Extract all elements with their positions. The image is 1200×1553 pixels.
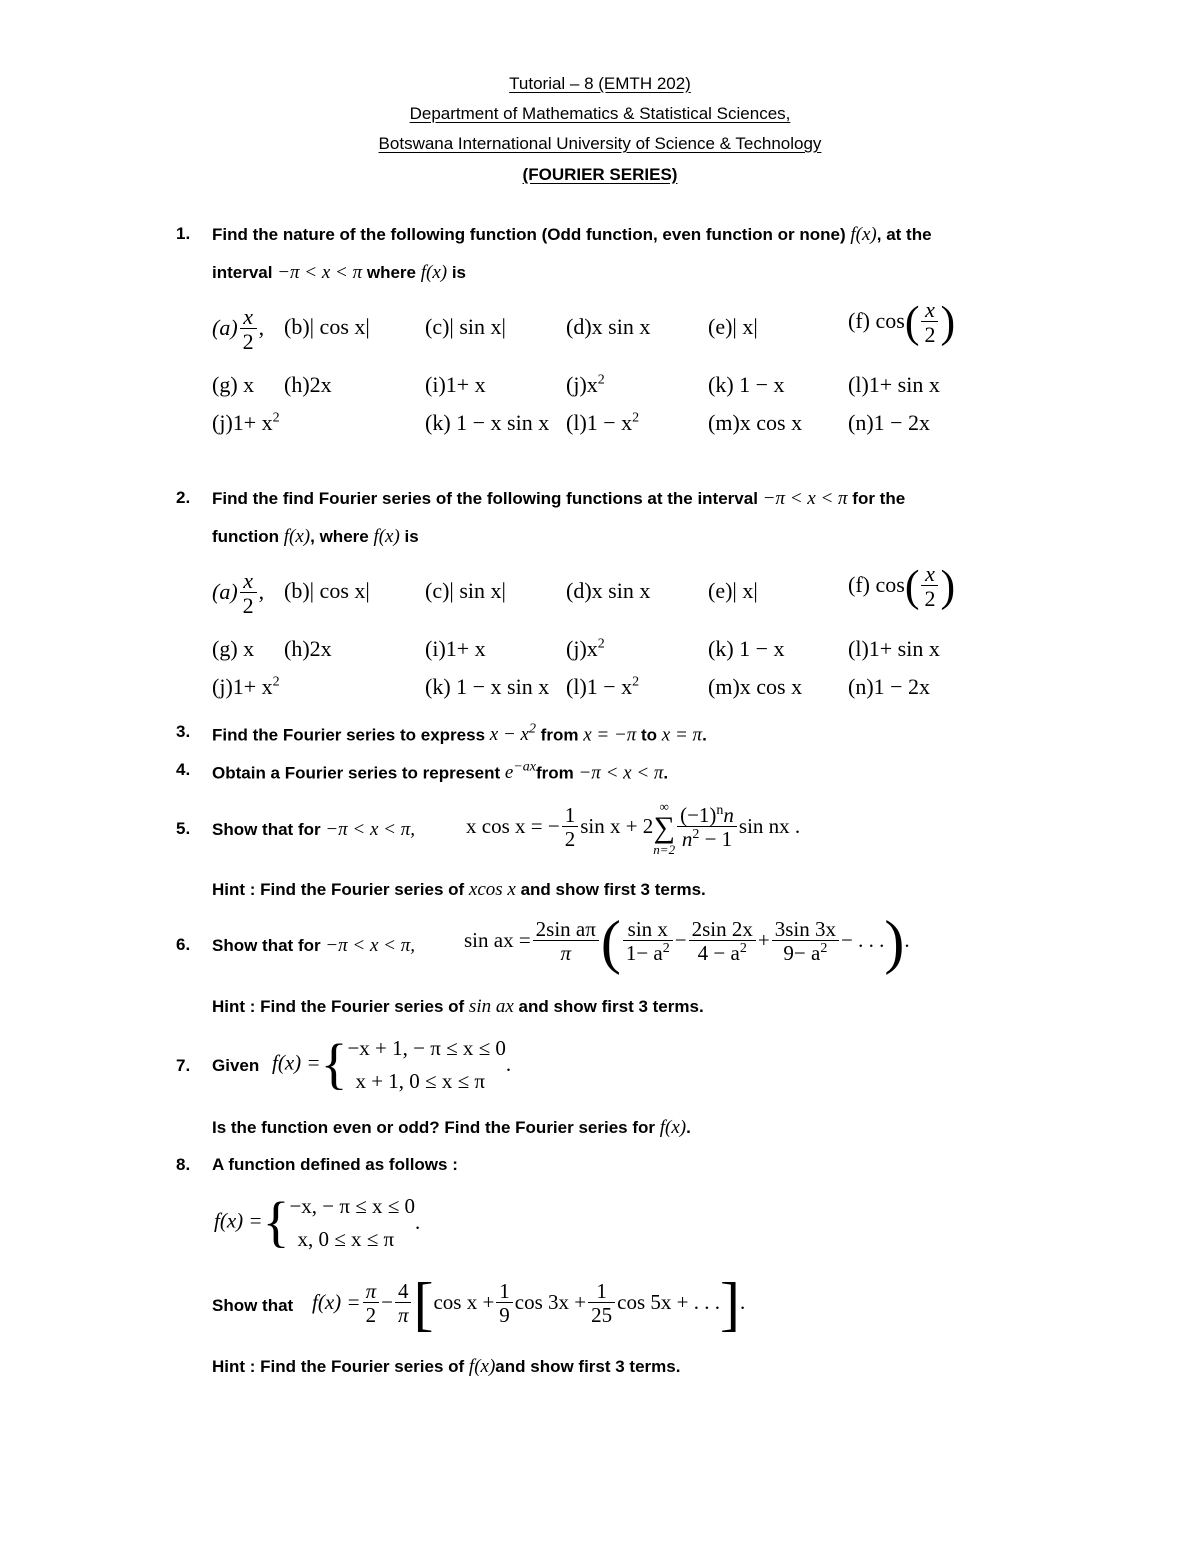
fn-k2: (k) 1 − x sin x bbox=[425, 674, 550, 699]
university-name: Botswana International University of Science & Technology bbox=[378, 134, 822, 153]
fn-j: $(j)x^2$ bbox=[566, 372, 605, 397]
topic-title: (FOURIER SERIES) bbox=[522, 165, 678, 184]
department-name: Department of Mathematics & Statistical Sciences, bbox=[409, 104, 791, 123]
fn-j2: $(j)1+ x^2$ bbox=[212, 410, 280, 435]
fn-m: (m)x cos x bbox=[708, 674, 803, 699]
fn-f: (f) cos( $\frac{x}{2}$ ) bbox=[848, 561, 956, 612]
q7-question: Is the function even or odd? Find the Fourier series for f(x). bbox=[212, 1117, 691, 1138]
q8-show-label: Show that bbox=[212, 1296, 294, 1315]
q5-intro: Show that for −π < x < π, bbox=[212, 819, 416, 840]
q8-series-formula: f(x) = $\frac{\pi}{2}$ − $\frac{4}{\pi}$ [cos x + $\frac{1}{9}$ cos 3x + $\frac{1}{25}$ cos 5x + . . .]. bbox=[312, 1271, 746, 1337]
fn-a: (a) $\frac{x}{2}$ , bbox=[212, 304, 265, 355]
fn-l: (l)1+ sin x bbox=[848, 636, 940, 661]
q3-number: 3. bbox=[176, 722, 191, 741]
fn-j: $(j)x^2$ bbox=[566, 636, 605, 661]
fn-i: (i)1+ x bbox=[425, 636, 486, 661]
q8-number: 8. bbox=[176, 1155, 191, 1174]
fn-n: (n)1 − 2x bbox=[848, 674, 931, 699]
fn-h: (h)2x bbox=[284, 372, 332, 397]
q1-number: 1. bbox=[176, 224, 191, 243]
fn-c: (c)| sin x| bbox=[425, 578, 506, 603]
q4-number: 4. bbox=[176, 760, 191, 779]
q6-intro: Show that for −π < x < π, bbox=[212, 935, 416, 956]
q6-hint: Hint : Find the Fourier series of sin ax and show first 3 terms. bbox=[212, 996, 704, 1017]
fn-a: (a) $\frac{x}{2}$ , bbox=[212, 568, 265, 619]
fn-j2: $(j)1+ x^2$ bbox=[212, 674, 280, 699]
q7-number: 7. bbox=[176, 1056, 191, 1075]
q7-piecewise: f(x) ={ −x + 1, − π ≤ x ≤ 0 x + 1, 0 ≤ x ≤ π . bbox=[272, 1033, 512, 1096]
q8-hint: Hint : Find the Fourier series of f(x)and show first 3 terms. bbox=[212, 1356, 681, 1377]
q5-number: 5. bbox=[176, 819, 191, 838]
fn-g: (g) x bbox=[212, 372, 255, 397]
fn-b: (b)| cos x| bbox=[284, 578, 370, 603]
q8-intro: A function defined as follows : bbox=[212, 1155, 458, 1174]
q2-number: 2. bbox=[176, 488, 191, 507]
fn-l2: $(l)1 - x^2$ bbox=[566, 410, 640, 435]
q8-piecewise: f(x) ={ −x, − π ≤ x ≤ 0 x, 0 ≤ x ≤ π . bbox=[214, 1191, 421, 1254]
fn-f: (f) cos( $\frac{x}{2}$ ) bbox=[848, 297, 956, 348]
q1-line1: Find the nature of the following function (Odd function, even function or none) f(x), at the bbox=[212, 224, 932, 245]
q3-text: Find the Fourier series to express $x - x^2$ from x = −π to x = π. bbox=[212, 722, 707, 746]
q6-formula: sin ax = $\frac{\text{2sin aπ}}{\pi}$ ( $\frac{\text{sin x}}{1- a^2}$ − $\frac{2\sin 2x}{4 - a^2}$ + $\frac{3\sin 3x}{9- a^2}$ − . . .). bbox=[464, 909, 910, 975]
fn-d: (d)x sin x bbox=[566, 314, 651, 339]
fn-d: (d)x sin x bbox=[566, 578, 651, 603]
q2-line1: Find the find Fourier series of the following functions at the interval −π < x < π for the bbox=[212, 488, 906, 509]
q7-given: Given bbox=[212, 1056, 260, 1075]
fn-g: (g) x bbox=[212, 636, 255, 661]
q1-line2: interval −π < x < π where f(x) is bbox=[212, 262, 467, 283]
fn-e: (e)| x| bbox=[708, 314, 758, 339]
tutorial-title: Tutorial – 8 (EMTH 202) bbox=[509, 74, 691, 93]
q6-number: 6. bbox=[176, 935, 191, 954]
q5-formula: x cos x = − $\frac{1}{2}$ sin x + 2∞ ∑ n=2 $\frac{(-1)^nn}{n^2 - 1}$ sin nx . bbox=[466, 799, 801, 857]
fn-i: (i)1+ x bbox=[425, 372, 486, 397]
fn-e: (e)| x| bbox=[708, 578, 758, 603]
fn-l: (l)1+ sin x bbox=[848, 372, 940, 397]
fn-m: (m)x cos x bbox=[708, 410, 803, 435]
fn-k: (k) 1 − x bbox=[708, 636, 785, 661]
fn-c: (c)| sin x| bbox=[425, 314, 506, 339]
fn-l2: $(l)1 - x^2$ bbox=[566, 674, 640, 699]
q2-line2: function f(x), where f(x) is bbox=[212, 526, 419, 547]
fn-b: (b)| cos x| bbox=[284, 314, 370, 339]
fn-n: (n)1 − 2x bbox=[848, 410, 931, 435]
q4-text: Obtain a Fourier series to represent $e^{-ax}from -\pi < x < \pi$. bbox=[212, 760, 669, 784]
fn-k2: (k) 1 − x sin x bbox=[425, 410, 550, 435]
fn-h: (h)2x bbox=[284, 636, 332, 661]
q5-hint: Hint : Find the Fourier series of xcos x and show first 3 terms. bbox=[212, 879, 706, 900]
fn-k: (k) 1 − x bbox=[708, 372, 785, 397]
